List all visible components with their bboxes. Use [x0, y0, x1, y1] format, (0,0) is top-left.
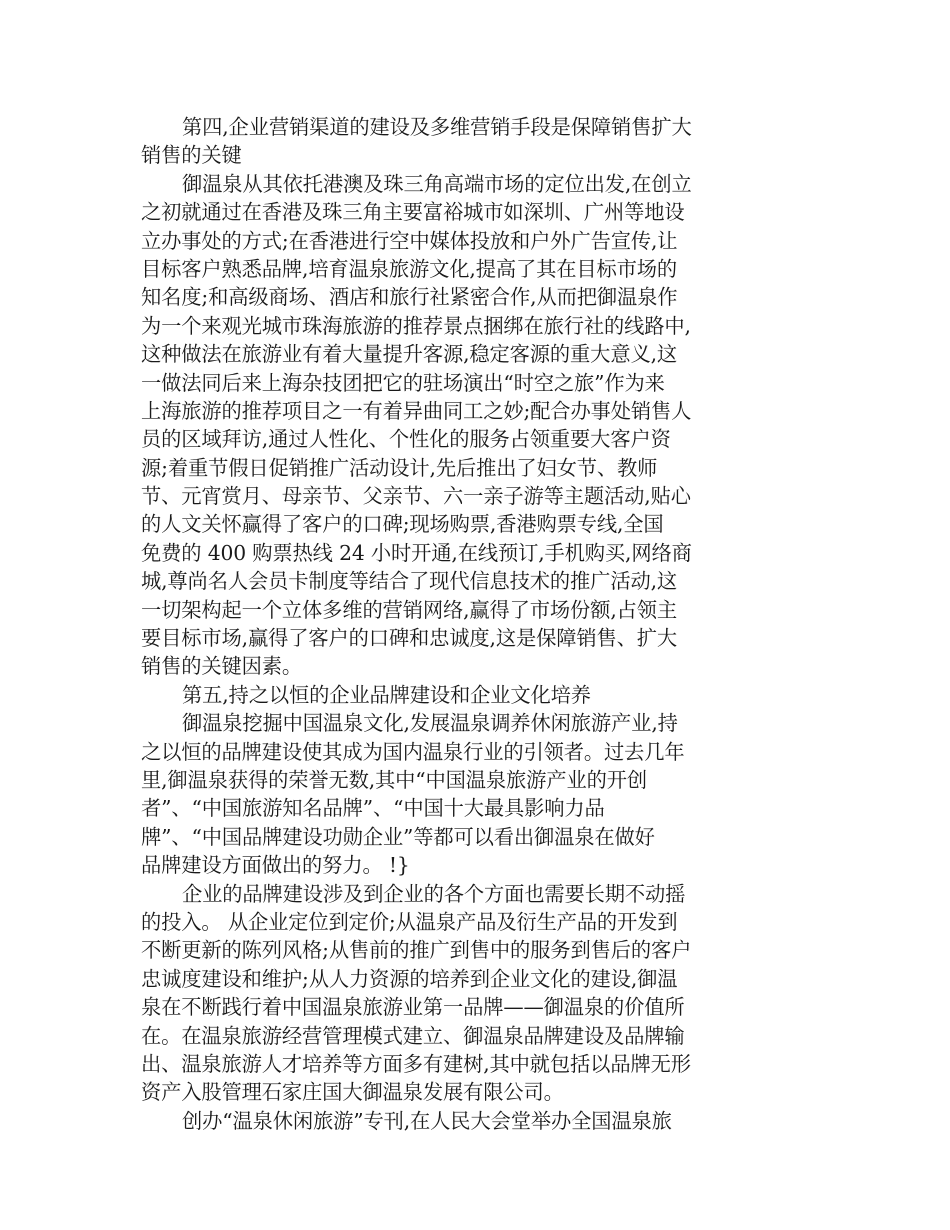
paragraph-first-line: 创办“温泉休闲旅游”专刊,在人民大会堂举办全国温泉旅 [182, 1108, 672, 1133]
paragraph-line: 上海旅游的推荐项目之一有着异曲同工之妙;配合办事处销售人 [141, 398, 692, 423]
paragraph-line: 城,尊尚名人会员卡制度等结合了现代信息技术的推广活动,这 [141, 569, 678, 594]
paragraph-line: 之初就通过在香港及珠三角主要富裕城市如深圳、广州等地设 [141, 200, 685, 225]
paragraph-line: 销售的关键 [141, 143, 242, 168]
paragraph-line: 出、温泉旅游人才培养等方面多有建树,其中就包括以品牌无形 [141, 1051, 691, 1076]
paragraph-line: 不断更新的陈列风格;从售前的推广到售中的服务到售后的客户 [141, 938, 692, 963]
paragraph-line: 之以恒的品牌建设使其成为国内温泉行业的引领者。过去几年 [141, 739, 685, 764]
paragraph-line: 泉在不断践行着中国温泉旅游业第一品牌——御温泉的价值所 [141, 995, 685, 1020]
paragraph-line: 要目标市场,赢得了客户的口碑和忠诚度,这是保障销售、扩大 [141, 626, 678, 651]
paragraph-line: 为一个来观光城市珠海旅游的推荐景点捆绑在旅行社的线路中, [141, 313, 691, 338]
paragraph-line: 目标客户熟悉品牌,培育温泉旅游文化,提高了其在目标市场的 [141, 256, 678, 281]
paragraph-line: 这种做法在旅游业有着大量提升客源,稳定客源的重大意义,这 [141, 342, 678, 367]
paragraph-line: 在。在温泉旅游经营管理模式建立、御温泉品牌建设及品牌输 [141, 1023, 685, 1048]
paragraph-line: 一做法同后来上海杂技团把它的驻场演出“时空之旅”作为来 [141, 370, 665, 395]
paragraph-first-line: 第四,企业营销渠道的建设及多维营销手段是保障销售扩大 [182, 115, 692, 139]
paragraph-first-line: 御温泉挖掘中国温泉文化,发展温泉调养休闲旅游产业,持 [182, 711, 678, 736]
paragraph-line: 免费的 400 购票热线 24 小时开通,在线预订,手机购买,网络商 [141, 540, 692, 565]
paragraph-line: 销售的关键因素。 [141, 654, 303, 679]
paragraph-line: 的人文关怀赢得了客户的口碑;现场购票,香港购票专线,全国 [141, 512, 664, 537]
paragraph-line: 的投入。 从企业定位到定价;从温泉产品及衍生产品的开发到 [141, 909, 678, 934]
paragraph-line: 知名度;和高级商场、酒店和旅行社紧密合作,从而把御温泉作 [141, 285, 678, 310]
paragraph-line: 里,御温泉获得的荣誉无数,其中“中国温泉旅游产业的开创 [141, 767, 647, 792]
paragraph-line: 者”、“中国旅游知名品牌”、“中国十大最具影响力品 [141, 796, 605, 821]
document-page [141, 113, 743, 1135]
paragraph-line: 品牌建设方面做出的努力。 !} [141, 853, 410, 878]
paragraph-line: 忠诚度建设和维护;从人力资源的培养到企业文化的建设,御温 [141, 966, 678, 991]
paragraph-first-line: 第五,持之以恒的企业品牌建设和企业文化培养 [182, 682, 591, 707]
paragraph-line: 牌”、“中国品牌建设功勋企业”等都可以看出御温泉在做好 [141, 824, 655, 849]
paragraph-line: 节、元宵赏月、母亲节、父亲节、六一亲子游等主题活动,贴心 [141, 484, 691, 509]
paragraph-line: 一切架构起一个立体多维的营销网络,赢得了市场份额,占领主 [141, 597, 678, 622]
paragraph-first-line: 企业的品牌建设涉及到企业的各个方面也需要长期不动摇 [182, 881, 686, 906]
paragraph-line: 资产入股管理石家庄国大御温泉发展有限公司。 [141, 1080, 564, 1105]
paragraph-line: 员的区域拜访,通过人性化、个性化的服务占领重要大客户资 [141, 427, 671, 452]
paragraph-line: 源;着重节假日促销推广活动设计,先后推出了妇女节、教师 [141, 455, 658, 480]
paragraph-line: 立办事处的方式;在香港进行空中媒体投放和户外广告宣传,让 [141, 228, 678, 253]
paragraph-first-line: 御温泉从其依托港澳及珠三角高端市场的定位出发,在创立 [182, 171, 692, 196]
